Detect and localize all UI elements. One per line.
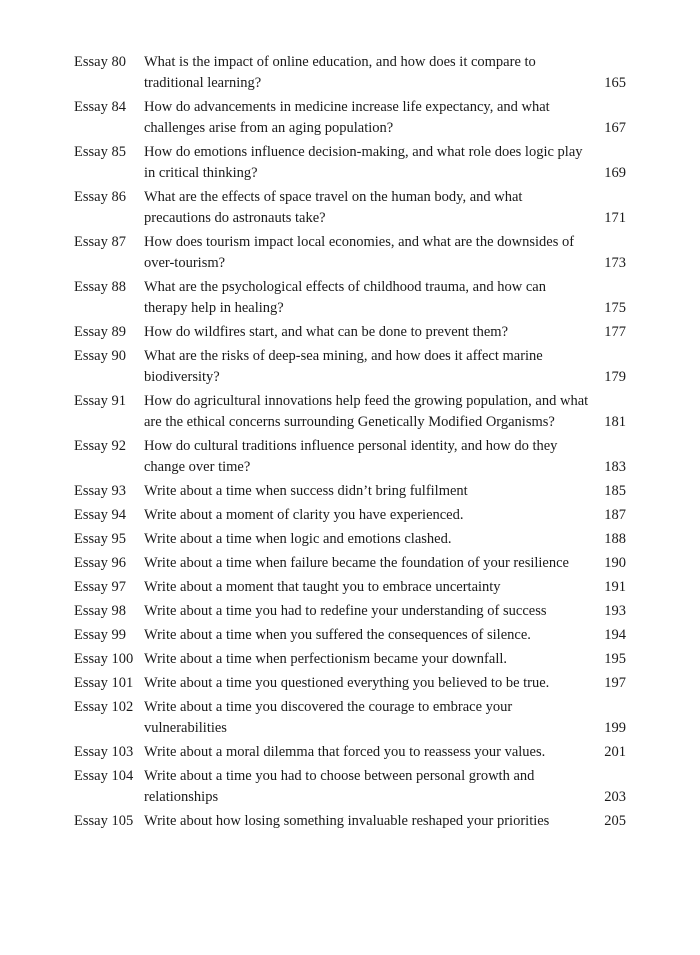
toc-entry[interactable] xyxy=(74,142,626,184)
toc-entry[interactable] xyxy=(74,553,626,574)
entry-label: Essay 88 xyxy=(74,279,126,295)
entry-title: Write about a time when failure became the foundation of your resilience xyxy=(144,555,569,571)
toc-entry[interactable] xyxy=(74,649,626,670)
entry-page: 191 xyxy=(604,579,626,595)
entry-page: 201 xyxy=(604,744,626,760)
entry-label: Essay 86 xyxy=(74,189,126,205)
entry-label: Essay 93 xyxy=(74,483,126,499)
toc-entry[interactable] xyxy=(74,505,626,526)
toc-entry[interactable] xyxy=(74,322,626,343)
entry-page: 175 xyxy=(604,300,626,316)
entry-title: How do cultural traditions influence personal identity, and how do they change over time? xyxy=(144,438,558,475)
entry-page: 194 xyxy=(604,627,626,643)
toc-entry[interactable] xyxy=(74,625,626,646)
entry-label: Essay 101 xyxy=(74,675,134,691)
entry-title: What is the impact of online education, and how does it compare to traditional learning? xyxy=(144,54,536,91)
entry-title: Write about a time you questioned everything you believed to be true. xyxy=(144,675,550,691)
entry-title: Write about a moment of clarity you have experienced. xyxy=(144,507,464,523)
entry-page: 197 xyxy=(604,675,626,691)
entry-label: Essay 92 xyxy=(74,438,126,454)
entry-title: What are the psychological effects of childhood trauma, and how can therapy help in healing? xyxy=(144,279,546,316)
entry-label: Essay 90 xyxy=(74,348,126,364)
entry-title: Write about a moral dilemma that forced you to reassess your values. xyxy=(144,744,546,760)
entry-title: Write about how losing something invaluable reshaped your priorities xyxy=(144,813,550,829)
toc-entry[interactable] xyxy=(74,742,626,763)
entry-label: Essay 94 xyxy=(74,507,126,523)
toc-entry[interactable] xyxy=(74,52,626,94)
entry-label: Essay 100 xyxy=(74,651,134,667)
entry-page: 179 xyxy=(604,369,626,385)
entry-label: Essay 91 xyxy=(74,393,126,409)
entry-page: 188 xyxy=(604,531,626,547)
toc-entry[interactable] xyxy=(74,673,626,694)
entry-title: What are the effects of space travel on the human body, and what precautions do astronauts take? xyxy=(144,189,523,226)
entry-page: 177 xyxy=(604,324,626,340)
entry-label: Essay 85 xyxy=(74,144,126,160)
entry-label: Essay 105 xyxy=(74,813,134,829)
table-of-contents xyxy=(74,52,626,835)
entry-label: Essay 96 xyxy=(74,555,126,571)
toc-entry[interactable] xyxy=(74,232,626,274)
entry-label: Essay 95 xyxy=(74,531,126,547)
entry-page: 185 xyxy=(604,483,626,499)
entry-title: Write about a time when perfectionism became your downfall. xyxy=(144,651,507,667)
toc-entry[interactable] xyxy=(74,577,626,598)
toc-entry[interactable] xyxy=(74,187,626,229)
entry-title: How do agricultural innovations help feed the growing population, and what are the ethical concerns surrounding Genetically Modified Organisms? xyxy=(144,393,589,430)
entry-title: How does tourism impact local economies, and what are the downsides of over-tourism? xyxy=(144,234,575,271)
toc-entry[interactable] xyxy=(74,766,626,808)
entry-page: 171 xyxy=(604,210,626,226)
entry-page: 190 xyxy=(604,555,626,571)
entry-page: 173 xyxy=(604,255,626,271)
entry-page: 195 xyxy=(604,651,626,667)
entry-title: How do emotions influence decision-making, and what role does logic play in critical thinking? xyxy=(144,144,583,181)
entry-page: 183 xyxy=(604,459,626,475)
entry-page: 203 xyxy=(604,789,626,805)
toc-entry[interactable] xyxy=(74,811,626,832)
entry-title: Write about a time when you suffered the consequences of silence. xyxy=(144,627,531,643)
entry-title: How do advancements in medicine increase life expectancy, and what challenges arise from an aging population? xyxy=(144,99,550,136)
entry-label: Essay 87 xyxy=(74,234,126,250)
entry-label: Essay 103 xyxy=(74,744,134,760)
entry-page: 169 xyxy=(604,165,626,181)
entry-title: What are the risks of deep-sea mining, and how does it affect marine biodiversity? xyxy=(144,348,543,385)
toc-entry[interactable] xyxy=(74,391,626,433)
toc-entry[interactable] xyxy=(74,346,626,388)
toc-entry[interactable] xyxy=(74,277,626,319)
entry-label: Essay 80 xyxy=(74,54,126,70)
entry-page: 205 xyxy=(604,813,626,829)
entry-title: Write about a time you had to choose between personal growth and relationships xyxy=(144,768,535,805)
entry-label: Essay 89 xyxy=(74,324,126,340)
entry-label: Essay 104 xyxy=(74,768,134,784)
entry-label: Essay 84 xyxy=(74,99,126,115)
entry-page: 193 xyxy=(604,603,626,619)
entry-title: How do wildfires start, and what can be done to prevent them? xyxy=(144,324,509,340)
entry-title: Write about a moment that taught you to embrace uncertainty xyxy=(144,579,501,595)
entry-title: Write about a time you discovered the courage to embrace your vulnerabilities xyxy=(144,699,513,736)
toc-entry[interactable] xyxy=(74,529,626,550)
entry-page: 199 xyxy=(604,720,626,736)
entry-page: 187 xyxy=(604,507,626,523)
entry-page: 181 xyxy=(604,414,626,430)
entry-title: Write about a time when logic and emotions clashed. xyxy=(144,531,452,547)
entry-title: Write about a time you had to redefine your understanding of success xyxy=(144,603,547,619)
entry-label: Essay 99 xyxy=(74,627,126,643)
entry-page: 167 xyxy=(604,120,626,136)
entry-page: 165 xyxy=(604,75,626,91)
toc-entry[interactable] xyxy=(74,97,626,139)
entry-label: Essay 102 xyxy=(74,699,134,715)
toc-entry[interactable] xyxy=(74,601,626,622)
entry-label: Essay 98 xyxy=(74,603,126,619)
entry-label: Essay 97 xyxy=(74,579,126,595)
toc-entry[interactable] xyxy=(74,481,626,502)
entry-title: Write about a time when success didn’t bring fulfilment xyxy=(144,483,468,499)
toc-entry[interactable] xyxy=(74,697,626,739)
toc-entry[interactable] xyxy=(74,436,626,478)
